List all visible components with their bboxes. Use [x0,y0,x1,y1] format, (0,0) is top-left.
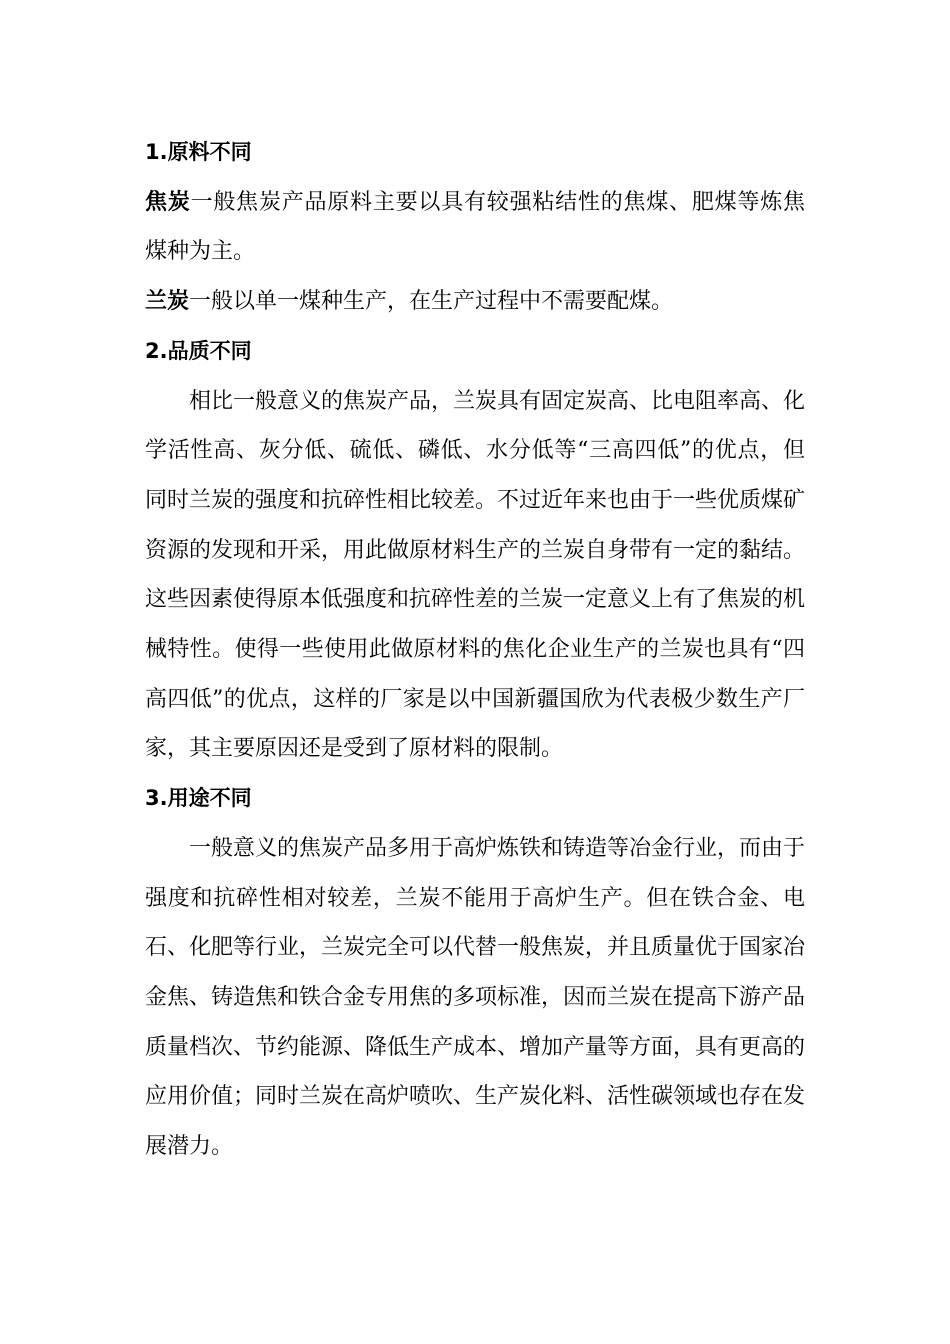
section-raw-materials [145,128,805,327]
paragraph-usage: 一般意义的焦炭产品多用于高炉炼铁和铸造等冶金行业，而由于强度和抗碎性相对较差，兰炭不能用于高炉生产。但在铁合金、电石、化肥等行业，兰炭完全可以代替一般焦炭，并且质量优于国家冶金焦、铸造焦和铁合金专用焦的多项标准，因而兰炭在提高下游产品质量档次、节约能源、降低生产成本、增加产量等方面，具有更高的应用价值；同时兰炭在高炉喷吹、生产炭化料、活性碳领域也存在发展潜力。 [145,835,806,1160]
paragraph-quality: 相比一般意义的焦炭产品，兰炭具有固定炭高、比电阻率高、化学活性高、灰分低、硫低、磷低、水分低等“三高四低”的优点，但同时兰炭的强度和抗碎性相比较差。不过近年来也由于一些优质煤矿资源的发现和开采，用此做原材料生产的兰炭自身带有一定的黏结。这些因素使得原本低强度和抗碎性差的兰炭一定意义上有了焦炭的机械特性。使得一些使用此做原材料的焦化企业生产的兰炭也具有“四高四低”的优点，这样的厂家是以中国新疆国欣为代表极少数生产厂家，其主要原因还是受到了原材料的限制。 [145,388,806,762]
section-heading: 2.品质不同 [145,338,252,363]
term-coke: 焦炭 [145,189,191,215]
paragraph-coke-materials [145,178,805,277]
term-semicoke: 兰炭 [145,289,190,315]
section-usage [145,774,805,1172]
section-quality [145,327,805,774]
document-body [145,128,805,1172]
section-heading: 1.原料不同 [145,140,252,164]
section-heading: 3.用途不同 [145,786,252,811]
paragraph-semicoke-materials [145,277,805,327]
paragraph-text: 一般焦炭产品原料主要以具有较强粘结性的焦煤、肥煤等炼焦煤种为主。 [145,189,805,265]
paragraph-text: 一般以单一煤种生产，在生产过程中不需要配煤。 [189,289,674,315]
